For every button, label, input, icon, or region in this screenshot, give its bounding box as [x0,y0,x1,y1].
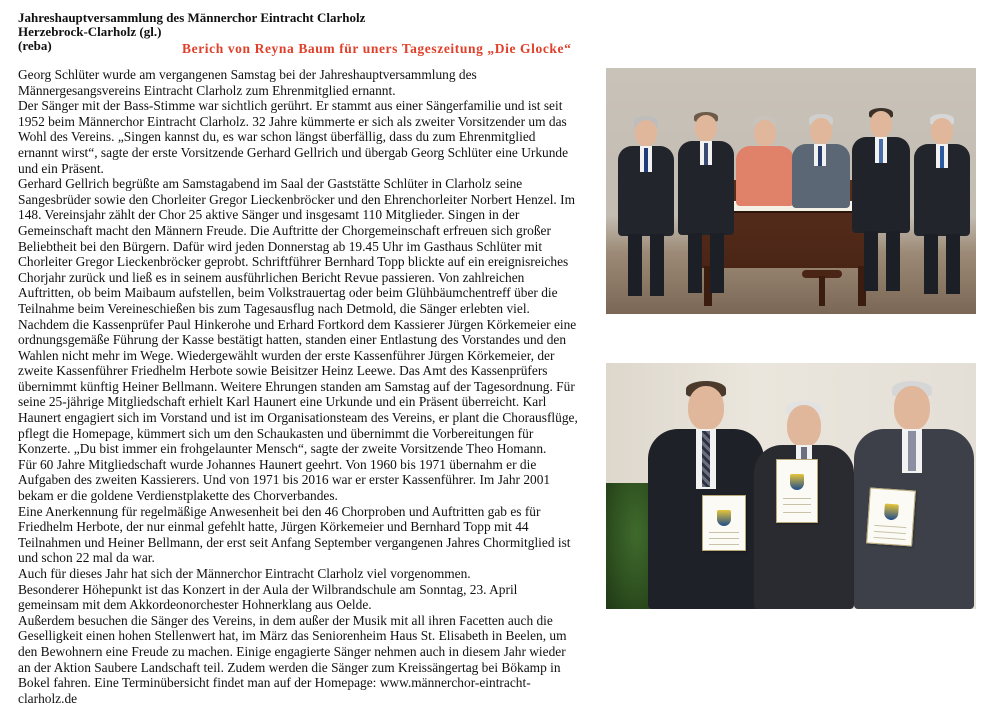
header-author: (reba) [18,38,52,53]
article-paragraph: Gerhard Gellrich begrüßte am Samstagabend im Saal der Gaststätte Schlüter in Clarholz seine Sangesbrüder sowie den Chorleiter Gregor Lieckenbröcker und den Ehrenchorleiter Norbert Henzel. Im 148. Vereinsjahr zählt der Chor 25 aktive Sänger und insgesamt 110 Mitglieder. Singen in der Gemeinschaft macht den Männern Freude. Die Auftritte der Chorgemeinschaft erfreuen sich großer Beliebtheit bei den Bürgern. Dafür wird jeden Donnerstag ab 19.45 Uhr im Gasthaus Schlüter mit Chorleiter Gregor Lieckenbröcker geprobt. Schriftführer Bernhard Topp blickte auf ein ereignisreiches Chorjahr zurück und ließ es in seinem ausführlichen Bericht Revue passieren. Von zahlreichen Auftritten, ob beim Maibaum aufstellen, beim Volkstrauertag oder beim Glühbäumchentreff über die Teilnahme beim Vereineschießen bis zum Tagesausflug nach Detmold, die Sänger erlebten viel. [18,176,575,316]
article-paragraph: Besonderer Höhepunkt ist das Konzert in der Aula der Wilbrandschule am Sonntag, 23. April gemeinsam mit dem Akkordeonorchester Hohnerklang aus Oelde. [18,581,518,613]
article-paragraph: Auch für dieses Jahr hat sich der Männerchor Eintracht Clarholz viel vorgenommen. [18,566,471,581]
article-paragraph: Außerdem besuchen die Sänger des Vereins, in dem außer der Musik mit all ihren Facetten auch die Geselligkeit einen hohen Stellenwert hat, im März das Seniorenheim Haus St. Elisabeth in Beelen, um den Bewohnern eine Freude zu machen. Einige engagierte Sänger nehmen auch in diesem Jahr wieder an der Aktion Saubere Landschaft teil. Zudem werden die Sänger zum Kreissängertag bei Bökamp in Bokel fahren. Eine Terminübersicht findet man auf der Homepage: www.männerchor-eintracht-clarholz.de [18,612,567,706]
header-location: Herzebrock-Clarholz (gl.) [18,24,162,39]
article-paragraph: Eine Anerkennung für regelmäßige Anwesenheit bei den 46 Chorproben und Auftritten gab es für Friedhelm Herbote, der nur einmal gefehlt hatte, Jürgen Körkemeier und Bernhard Topp mit 44 Teilnahmen und Heiner Bellmann, der erst seit Anfang September vergangenen Jahres Chormitglied ist und schon 22 mal da war. [18,503,571,566]
honorees-photo [606,363,976,609]
article-subtitle: Berich von Reyna Baum für uners Tageszeitung „Die Glocke“ [182,41,572,56]
certificate [866,487,916,546]
article-paragraph: Für 60 Jahre Mitgliedschaft wurde Johannes Haunert geehrt. Von 1960 bis 1971 übernahm er die Aufgaben des zweiten Kassierers. Und von 1971 bis 2016 war er erster Kassenführer. Im Jahr 2001 bekam er die goldene Verdienstplakette des Chorverbandes. [18,456,551,504]
certificate [702,495,746,551]
article-paragraph: Nachdem die Kassenprüfer Paul Hinkerohe und Erhard Fortkord dem Kassierer Jürgen Körkemeier eine ordnungsgemäße Führung der Kasse bestätigt hatten, standen einer Entlastung des Vorstandes und den Wahlen nicht mehr im Wege. Wiedergewählt wurden der erste Kassenführer Jürgen Körkemeier, der zweite Kassenführer Friedhelm Herbote sowie Beisitzer Heinz Leewe. Das Amt des Kassenprüfers übernimmt künftig Heiner Bellmann. Weitere Ehrungen standen am Samstag auf der Tagesordnung. Für seine 25-jährige Mitgliedschaft erhielt Karl Haunert eine Urkunde und ein Präsent überreicht. Karl Haunert engagiert sich im Vorstand und ist im Organisationsteam des Vereins, er plant die Chorausflüge, pflegt die Homepage, kümmert sich um den Schaukasten und übernimmt die Vorbereitungen für Konzerte. „Du bist immer ein frohgelaunter Mensch“, sagte der zweite Vorsitzende Theo Homann. [18,316,578,457]
header-title: Jahreshauptversammlung des Männerchor Eintracht Clarholz [18,10,366,25]
group-photo-piano [606,68,976,314]
article-paragraph: Georg Schlüter wurde am vergangenen Samstag bei der Jahreshauptversammlung des Männergesangsvereins Eintracht Clarholz zum Ehrenmitglied ernannt. [18,67,477,98]
article-paragraph: Der Sänger mit der Bass-Stimme war sichtlich gerührt. Er stammt aus einer Sängerfamilie und ist seit 1952 beim Männerchor Eintracht Clarholz. 32 Jahre kümmerte er sich als zweiter Vorsitzender um das Wohl des Vereins. „Singen kannst du, es war schon längst überfällig, dass du zum Ehrenmitglied ernannt wirst“, sagte der erste Vorsitzende Gerhard Gellrich und übergab Georg Schlüter eine Urkunde und ein Präsent. [18,98,569,176]
certificate [776,459,818,523]
article-body [18,67,578,706]
piano-stool-leg [819,276,825,306]
